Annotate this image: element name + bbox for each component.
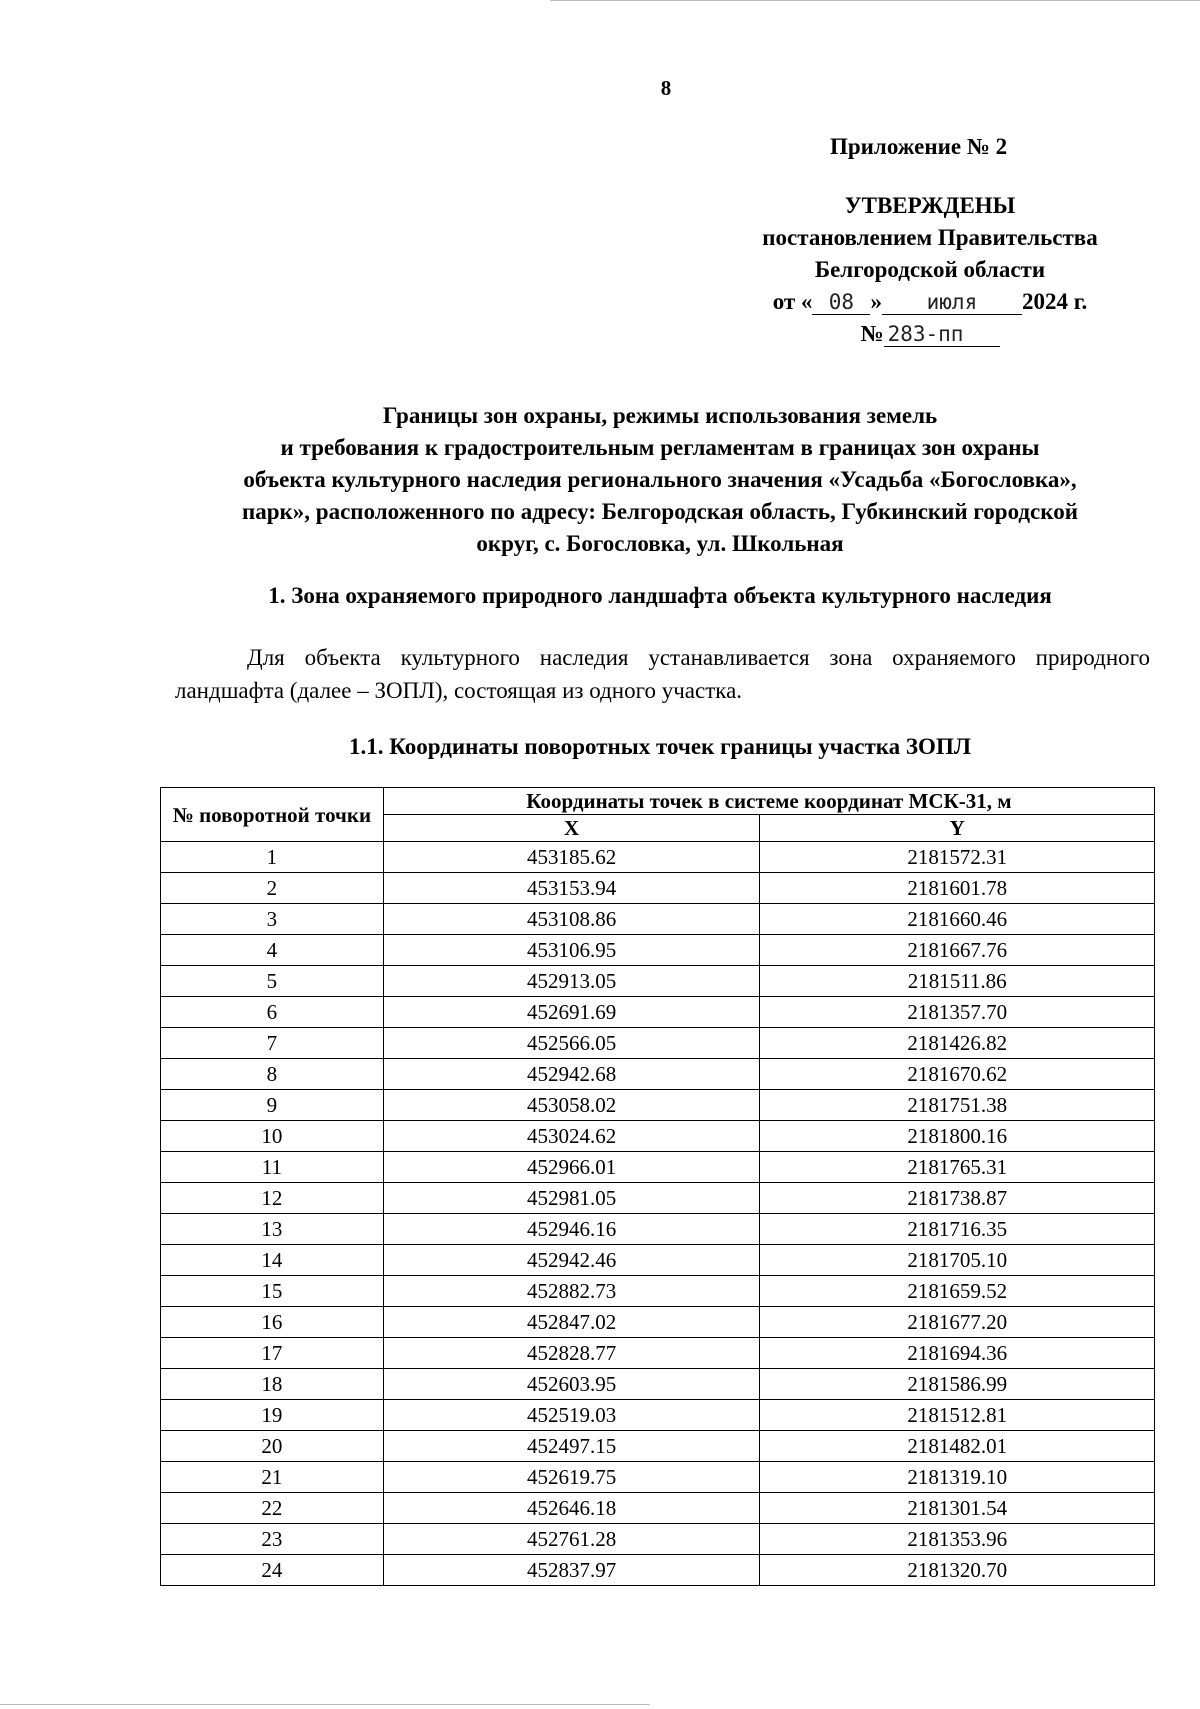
body-paragraph — [175, 641, 1150, 707]
cell-point-number: 23 — [161, 1524, 384, 1555]
table-row — [161, 1338, 1155, 1369]
cell-y: 2181677.20 — [760, 1307, 1155, 1338]
cell-point-number: 3 — [161, 904, 384, 935]
header-coordinates: Координаты точек в системе координат МСК-31, м — [383, 788, 1154, 815]
table-row — [161, 904, 1155, 935]
table-row — [161, 1524, 1155, 1555]
title-line: Границы зон охраны, режимы использования земель — [382, 403, 938, 428]
title-line: и требования к градостроительным регламентам в границах зон охраны — [280, 435, 1040, 460]
cell-point-number: 1 — [161, 842, 384, 873]
cell-y: 2181738.87 — [760, 1183, 1155, 1214]
table-row — [161, 1369, 1155, 1400]
approval-number — [710, 318, 1150, 350]
cell-y: 2181800.16 — [760, 1121, 1155, 1152]
cell-x: 452913.05 — [383, 966, 760, 997]
cell-y: 2181426.82 — [760, 1028, 1155, 1059]
cell-x: 452942.46 — [383, 1245, 760, 1276]
table-row — [161, 1028, 1155, 1059]
cell-y: 2181694.36 — [760, 1338, 1155, 1369]
cell-x: 453185.62 — [383, 842, 760, 873]
table-row — [161, 842, 1155, 873]
cell-y: 2181660.46 — [760, 904, 1155, 935]
table-row — [161, 1276, 1155, 1307]
cell-y: 2181670.62 — [760, 1059, 1155, 1090]
cell-x: 452603.95 — [383, 1369, 760, 1400]
cell-point-number: 7 — [161, 1028, 384, 1059]
cell-x: 452519.03 — [383, 1400, 760, 1431]
date-prefix: от « — [772, 289, 813, 314]
header-point-number: № поворотной точки — [161, 788, 384, 842]
date-month: июля — [882, 290, 1022, 315]
table-row — [161, 997, 1155, 1028]
cell-x: 452619.75 — [383, 1462, 760, 1493]
table-header — [161, 788, 1155, 842]
cell-point-number: 14 — [161, 1245, 384, 1276]
cell-x: 453106.95 — [383, 935, 760, 966]
coordinates-table — [160, 787, 1155, 1586]
cell-point-number: 2 — [161, 873, 384, 904]
header-x: X — [383, 815, 760, 842]
table-row — [161, 1121, 1155, 1152]
cell-point-number: 16 — [161, 1307, 384, 1338]
approval-line-2: Белгородской области — [814, 257, 1046, 282]
cell-y: 2181751.38 — [760, 1090, 1155, 1121]
cell-y: 2181601.78 — [760, 873, 1155, 904]
approval-block — [710, 190, 1150, 350]
cell-y: 2181353.96 — [760, 1524, 1155, 1555]
approval-line-1: постановлением Правительства — [762, 225, 1098, 250]
cell-point-number: 17 — [161, 1338, 384, 1369]
approval-heading: УТВЕРЖДЕНЫ — [844, 193, 1016, 218]
table-row — [161, 966, 1155, 997]
table-row — [161, 1307, 1155, 1338]
cell-point-number: 13 — [161, 1214, 384, 1245]
cell-y: 2181667.76 — [760, 935, 1155, 966]
cell-x: 452981.05 — [383, 1183, 760, 1214]
table-row — [161, 1183, 1155, 1214]
table-row — [161, 1431, 1155, 1462]
decree-number: 283-пп — [884, 322, 1000, 347]
cell-y: 2181586.99 — [760, 1369, 1155, 1400]
table-row — [161, 1059, 1155, 1090]
cell-x: 452847.02 — [383, 1307, 760, 1338]
table-row — [161, 1245, 1155, 1276]
table-body — [161, 842, 1155, 1586]
cell-point-number: 9 — [161, 1090, 384, 1121]
date-day: 08 — [812, 290, 870, 315]
scan-edge-top — [550, 0, 1200, 1]
cell-point-number: 11 — [161, 1152, 384, 1183]
date-year: 2024 г. — [1021, 289, 1088, 314]
cell-x: 452837.97 — [383, 1555, 760, 1586]
cell-point-number: 8 — [161, 1059, 384, 1090]
cell-y: 2181301.54 — [760, 1493, 1155, 1524]
cell-x: 452497.15 — [383, 1431, 760, 1462]
cell-y: 2181659.52 — [760, 1276, 1155, 1307]
cell-point-number: 5 — [161, 966, 384, 997]
table-row — [161, 1152, 1155, 1183]
scan-edge-bottom — [0, 1704, 650, 1705]
date-mid: » — [870, 289, 882, 314]
cell-y: 2181705.10 — [760, 1245, 1155, 1276]
cell-y: 2181319.10 — [760, 1462, 1155, 1493]
cell-x: 453024.62 — [383, 1121, 760, 1152]
cell-point-number: 22 — [161, 1493, 384, 1524]
table-row — [161, 1493, 1155, 1524]
title-line: округ, с. Богословка, ул. Школьная — [476, 531, 844, 556]
title-line: объекта культурного наследия регионального значения «Усадьба «Богословка», — [243, 467, 1077, 492]
page-number: 8 — [660, 76, 672, 100]
cell-point-number: 24 — [161, 1555, 384, 1586]
header-y: Y — [760, 815, 1155, 842]
cell-x: 452566.05 — [383, 1028, 760, 1059]
cell-point-number: 4 — [161, 935, 384, 966]
cell-point-number: 6 — [161, 997, 384, 1028]
cell-y: 2181511.86 — [760, 966, 1155, 997]
table-row — [161, 1214, 1155, 1245]
cell-x: 452882.73 — [383, 1276, 760, 1307]
cell-x: 452942.68 — [383, 1059, 760, 1090]
cell-y: 2181512.81 — [760, 1400, 1155, 1431]
cell-point-number: 19 — [161, 1400, 384, 1431]
section-heading: 1. Зона охраняемого природного ландшафта объекта культурного наследия — [268, 583, 1052, 608]
cell-x: 453108.86 — [383, 904, 760, 935]
cell-point-number: 15 — [161, 1276, 384, 1307]
cell-y: 2181716.35 — [760, 1214, 1155, 1245]
cell-y: 2181765.31 — [760, 1152, 1155, 1183]
cell-point-number: 18 — [161, 1369, 384, 1400]
table-row — [161, 873, 1155, 904]
cell-x: 452946.16 — [383, 1214, 760, 1245]
paragraph-text: Для объекта культурного наследия устанавливается зона охраняемого природного ландшафта (далее – ЗОПЛ), состоящая из одного участка. — [175, 645, 1150, 703]
table-row — [161, 1555, 1155, 1586]
table-row — [161, 1462, 1155, 1493]
cell-x: 452691.69 — [383, 997, 760, 1028]
cell-point-number: 10 — [161, 1121, 384, 1152]
cell-x: 453058.02 — [383, 1090, 760, 1121]
number-prefix: № — [860, 321, 884, 346]
approval-date — [710, 286, 1150, 318]
cell-x: 452966.01 — [383, 1152, 760, 1183]
cell-x: 452646.18 — [383, 1493, 760, 1524]
title-line: парк», расположенного по адресу: Белгородская область, Губкинский городской — [242, 499, 1078, 524]
appendix-label: Приложение № 2 — [830, 134, 1008, 159]
cell-y: 2181357.70 — [760, 997, 1155, 1028]
cell-y: 2181572.31 — [760, 842, 1155, 873]
table-row — [161, 1400, 1155, 1431]
cell-x: 452828.77 — [383, 1338, 760, 1369]
cell-point-number: 12 — [161, 1183, 384, 1214]
cell-x: 453153.94 — [383, 873, 760, 904]
table-row — [161, 935, 1155, 966]
cell-point-number: 21 — [161, 1462, 384, 1493]
table-heading: 1.1. Координаты поворотных точек границы участка ЗОПЛ — [349, 734, 971, 759]
cell-y: 2181482.01 — [760, 1431, 1155, 1462]
table-row — [161, 1090, 1155, 1121]
document-title — [170, 400, 1150, 560]
cell-y: 2181320.70 — [760, 1555, 1155, 1586]
cell-point-number: 20 — [161, 1431, 384, 1462]
cell-x: 452761.28 — [383, 1524, 760, 1555]
